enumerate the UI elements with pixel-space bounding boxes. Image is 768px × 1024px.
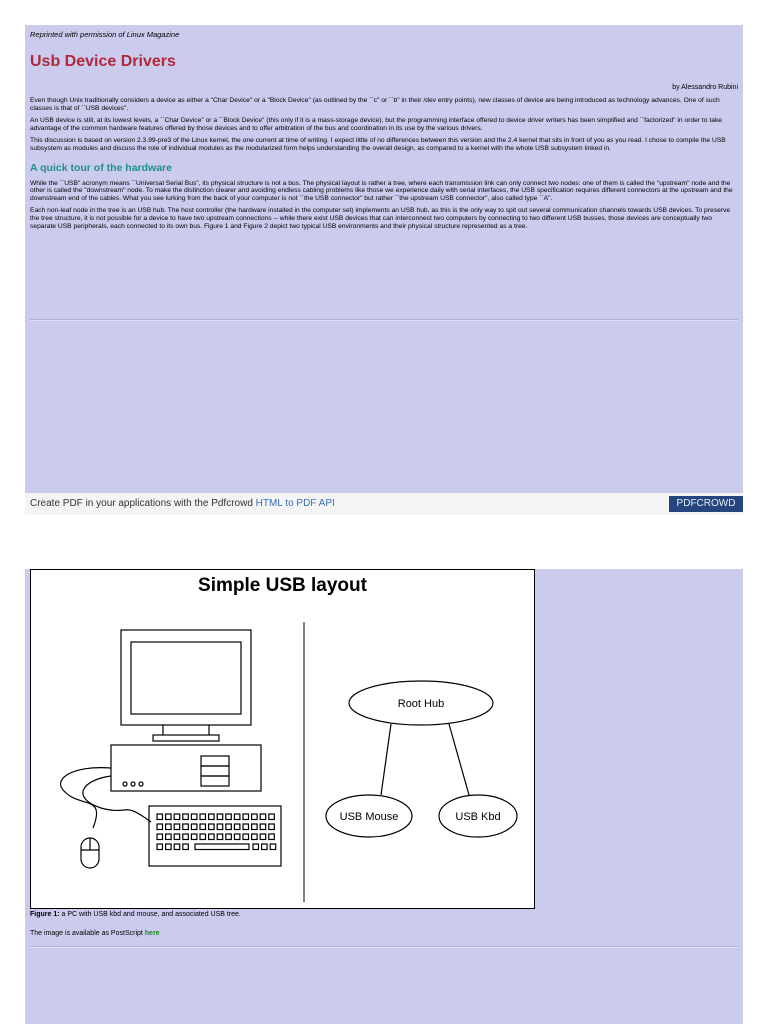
horizontal-rule <box>30 319 738 321</box>
keyboard-key <box>157 844 163 850</box>
keyboard-key <box>166 844 172 850</box>
keyboard-key <box>183 834 189 840</box>
caption-text: a PC with USB kbd and mouse, and associated USB tree. <box>59 911 241 918</box>
keyboard-key <box>209 824 215 830</box>
pdf-page-2 <box>25 569 743 1024</box>
article-title: Usb Device Drivers <box>30 53 176 70</box>
keyboard-key <box>183 814 189 820</box>
keyboard-key <box>262 844 268 850</box>
keyboard-key <box>243 814 249 820</box>
postscript-note <box>30 929 160 938</box>
keyboard-key <box>260 824 266 830</box>
keyboard-key <box>226 814 232 820</box>
pdf-page-1 <box>25 25 743 493</box>
keyboard-key <box>217 824 223 830</box>
keyboard-key <box>253 844 259 850</box>
pdfcrowd-footer <box>25 493 743 515</box>
keyboard-key <box>166 824 172 830</box>
paragraph: This discussion is based on version 2.3.99-pre3 of the Linux kernel, the one current at time of writing. I expect little of no differences between this version and the 2.4 kernel that sits in front of you as you read. I chose to compile the USB subsystem as modules and discuss the role of individual modules as the modularized form helps understanding the overall design, as compared to a kernel with the whole USB subsystem linked in. <box>30 137 726 152</box>
keyboard-key <box>157 814 163 820</box>
keyboard-spacebar <box>195 844 249 850</box>
keyboard-key <box>226 824 232 830</box>
keyboard-key <box>209 814 215 820</box>
keyboard-key <box>217 814 223 820</box>
keyboard-key <box>243 824 249 830</box>
keyboard-key <box>234 834 240 840</box>
mouse-cable <box>61 768 111 828</box>
keyboard-key <box>183 844 189 850</box>
keyboard-key <box>226 834 232 840</box>
keyboard-key <box>270 844 276 850</box>
keyboard-key <box>174 824 180 830</box>
keyboard-key <box>243 834 249 840</box>
keyboard-key <box>157 834 163 840</box>
keyboard-key <box>234 814 240 820</box>
footer-label: Create PDF in your applications with the Pdfcrowd <box>30 498 256 509</box>
paragraph: Even though Unix traditionally considers a device as either a "Char Device" or a "Block Device" (as outlined by the ``c" or ``b" in their /dev entry points), new classes of device are being introduced as technology advances. One of such classes is that of ``USB devices". <box>30 97 720 112</box>
keyboard-cable <box>83 776 151 822</box>
keyboard-key <box>166 814 172 820</box>
section-heading: A quick tour of the hardware <box>30 161 172 174</box>
monitor-icon <box>121 630 251 741</box>
keyboard-icon <box>149 806 281 866</box>
keyboard-key <box>183 824 189 830</box>
keyboard-key <box>260 814 266 820</box>
keyboard-key <box>174 834 180 840</box>
caption-label: Figure 1: <box>30 911 60 918</box>
keyboard-key <box>157 824 163 830</box>
keyboard-key <box>209 834 215 840</box>
keyboard-key <box>200 834 206 840</box>
usb-layout-figure <box>30 569 535 909</box>
article-body <box>25 30 743 230</box>
figure-drawing <box>31 570 534 908</box>
keyboard-key <box>252 824 258 830</box>
keyboard-key <box>269 834 275 840</box>
mouse-icon <box>81 838 99 868</box>
keyboard-key <box>174 844 180 850</box>
paragraph: Each non-leaf node in the tree is an USB hub. The host controller (the hardware installed in the computer set) implements an USB hub, as this is the only way to spit out several communication channels towards USB devices. To preserve the tree structure, it is not possible for a device to have two upstream connections -- while there exist USB devices that can interconnect two computers by connecting to two different USB busses, those devices are conceptually two separate USB peripherals, each connected to its own bus. Figure 1 and Figure 2 depict two typical USB environments and their physical structure represented as a tree. <box>30 207 731 230</box>
postscript-link[interactable]: here <box>144 930 160 937</box>
usb-mouse-label: USB Mouse <box>339 811 399 823</box>
pdfcrowd-badge[interactable]: PDFCROWD <box>669 496 743 512</box>
keyboard-key <box>269 824 275 830</box>
computer-case-icon <box>111 745 261 791</box>
root-hub-label: Root Hub <box>397 698 445 710</box>
figure-caption <box>30 910 241 919</box>
keyboard-key <box>252 834 258 840</box>
keyboard-key <box>217 834 223 840</box>
link-root-to-mouse <box>381 724 391 795</box>
html-to-pdf-link[interactable]: HTML to PDF API <box>255 498 335 509</box>
keyboard-key <box>269 814 275 820</box>
keyboard-key <box>191 834 197 840</box>
paragraph: An USB device is still, at its lowest levels, a ``Char Device" or a ``Block Device" (this only if it is a mass-storage device), but the programming interface offered to device driver writers has been simplified and ``factorized" in order to take advantage of the common hardware features offered by those devices and to offer arbitration of the bus and coordination in its use by the various drivers. <box>30 117 723 132</box>
reprint-note: Reprinted with permission of Linux Magazine <box>30 30 180 39</box>
author-byline: by Alessandro Rubini <box>672 84 738 91</box>
horizontal-rule <box>30 946 738 948</box>
link-root-to-kbd <box>449 724 469 795</box>
figure-title: Simple USB layout <box>198 575 367 596</box>
paragraph: While the ``USB" acronym means ``Universal Serial Bus", its physical structure is not a bus. The physical layout is rather a tree, where each transmission link can only connect two nodes: one of them is called the "upstream" node and the other is called the "downstream" node. To make the distinction clearer and avoiding endless cabling problems like those we experience daily with serial interfaces, the USB specification requires different connectors at the upstream and the downstream end of the cables. What you see lurking from the back of your computer is not ``the USB connector" but rather ``the upstream USB connector", also called type ``A". <box>30 179 733 202</box>
keyboard-key <box>200 814 206 820</box>
keyboard-key <box>191 824 197 830</box>
keyboard-key <box>191 814 197 820</box>
keyboard-key <box>260 834 266 840</box>
footer-text <box>30 498 335 510</box>
keyboard-key <box>234 824 240 830</box>
keyboard-key <box>174 814 180 820</box>
keyboard-key <box>200 824 206 830</box>
postscript-text: The image is available as PostScript <box>30 930 145 937</box>
keyboard-key <box>166 834 172 840</box>
usb-kbd-label: USB Kbd <box>455 811 501 823</box>
keyboard-key <box>252 814 258 820</box>
